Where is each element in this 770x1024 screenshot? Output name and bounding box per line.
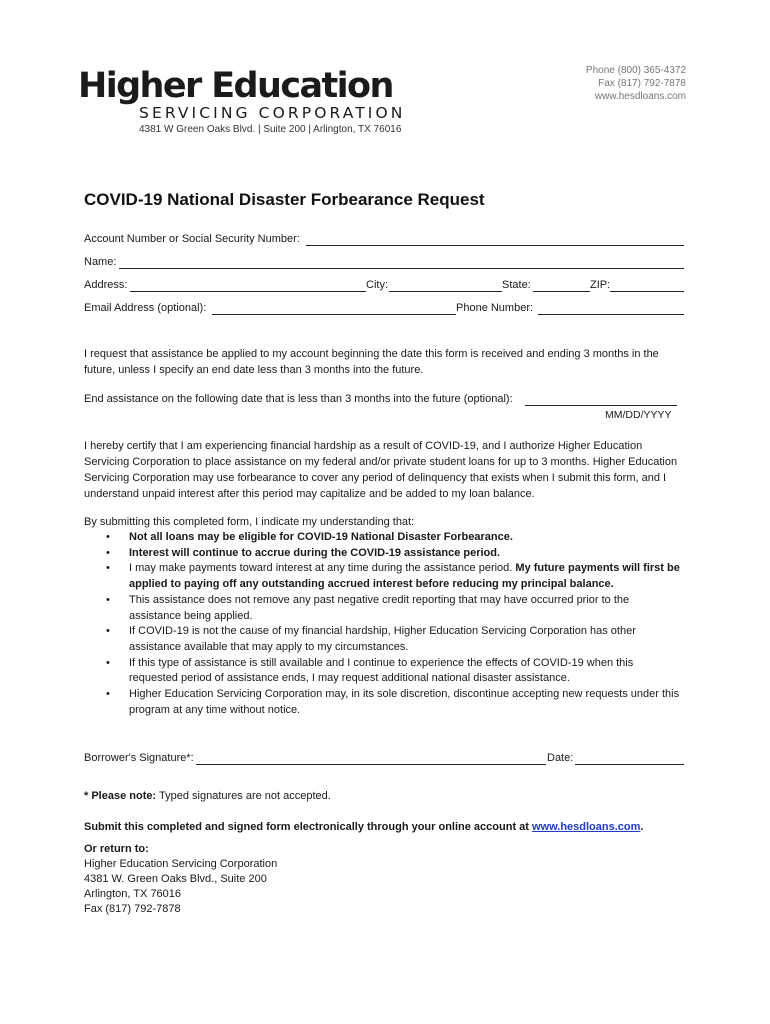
- understanding-list: [84, 530, 684, 718]
- zip-label: ZIP:: [590, 279, 611, 291]
- bullet-icon: •: [106, 546, 110, 559]
- list-item: [84, 530, 684, 546]
- email-label: Email Address (optional):: [84, 302, 207, 314]
- list-item: [84, 561, 684, 592]
- sign-date-label: Date:: [547, 752, 574, 764]
- contact-fax: Fax (817) 792-7878: [598, 78, 686, 89]
- signature-label: Borrower's Signature*:: [84, 752, 194, 764]
- bullet-icon: •: [106, 625, 110, 638]
- list-item: [84, 546, 684, 562]
- account-label: Account Number or Social Security Number:: [84, 233, 300, 245]
- return-line: Arlington, TX 76016: [84, 888, 182, 900]
- return-heading: Or return to:: [84, 843, 149, 855]
- return-line: Fax (817) 792-7878: [84, 903, 181, 915]
- signature-note: [84, 790, 331, 802]
- bullet-icon: •: [106, 531, 110, 543]
- city-field[interactable]: [389, 291, 502, 292]
- zip-field[interactable]: [610, 291, 684, 292]
- phone-field[interactable]: [538, 314, 684, 315]
- contact-website: www.hesdloans.com: [594, 91, 686, 102]
- city-label: City:: [366, 279, 388, 291]
- list-item: [84, 593, 684, 624]
- bullet-icon: •: [106, 656, 110, 669]
- bullet-text: Higher Education Servicing Corporation may, in its sole discretion, discontinue accepting new requests under this program at any time without notice.: [129, 688, 680, 716]
- bullet-bold-text: My future payments will first be applied to paying off any outstanding accrued interest before reducing my principal balance.: [129, 562, 680, 591]
- bullet-bold-text: Interest will continue to accrue during the COVID-19 assistance period.: [129, 546, 501, 559]
- state-field[interactable]: [533, 291, 590, 292]
- submit-text: Submit this completed and signed form electronically through your online account at: [84, 821, 532, 833]
- contact-phone: Phone (800) 365-4372: [585, 65, 686, 76]
- address-label: Address:: [84, 279, 128, 291]
- return-address: [84, 842, 277, 917]
- request-paragraph: I request that assistance be applied to my account beginning the date this form is received and ending 3 months in the future, unless I specify an end date less than 3 months into the future.: [84, 348, 659, 376]
- contact-block: [586, 64, 686, 103]
- account-field[interactable]: [306, 245, 684, 246]
- list-item: [84, 687, 684, 718]
- submit-instructions: [84, 821, 643, 833]
- note-prefix: * Please note:: [84, 790, 157, 802]
- bullet-text: If this type of assistance is still available and I continue to experience the effects of COVID-19 when this requested period of assistance ends, I may request additional national disaster assistance.: [129, 656, 634, 685]
- address-field[interactable]: [130, 291, 366, 292]
- understanding-intro: By submitting this completed form, I indicate my understanding that:: [84, 516, 415, 528]
- logo-subtitle: SERVICING CORPORATION: [139, 104, 406, 122]
- email-field[interactable]: [212, 314, 456, 315]
- return-line: Higher Education Servicing Corporation: [84, 858, 278, 870]
- phone-label: Phone Number:: [456, 302, 534, 314]
- bullet-icon: •: [106, 688, 110, 701]
- logo-title: Higher Education: [78, 66, 393, 106]
- bullet-text: If COVID-19 is not the cause of my financial hardship, Higher Education Servicing Corporation has other assistance available that may apply to my circumstances.: [129, 625, 636, 653]
- bullet-icon: •: [106, 562, 110, 575]
- date-format-hint: MM/DD/YYYY: [605, 409, 672, 421]
- submit-end: .: [640, 821, 644, 833]
- note-text: Typed signatures are not accepted.: [156, 790, 331, 802]
- bullet-bold-text: Not all loans may be eligible for COVID-19 National Disaster Forbearance.: [129, 531, 513, 543]
- certify-paragraph: I hereby certify that I am experiencing financial hardship as a result of COVID-19, and I authorize Higher Education Servicing Corporation to place assistance on my federal and/or private student loans for up to 3 months. Higher Education Servicing Corporation may use forbearance to cover any period of delinquency that exists when I submit this form, and I understand unpaid interest after this period may capitalize and be added to my loan balance.: [84, 440, 678, 500]
- name-field[interactable]: [119, 268, 684, 269]
- end-date-field[interactable]: [525, 405, 677, 406]
- sign-date-field[interactable]: [575, 764, 684, 765]
- end-date-label: End assistance on the following date that is less than 3 months into the future (optional):: [84, 393, 513, 405]
- name-label: Name:: [84, 256, 117, 268]
- page-title: COVID-19 National Disaster Forbearance Request: [84, 190, 485, 209]
- return-line: 4381 W. Green Oaks Blvd., Suite 200: [84, 873, 267, 885]
- state-label: State:: [502, 279, 531, 291]
- bullet-text: I may make payments toward interest at any time during the assistance period.: [129, 562, 516, 575]
- website-link[interactable]: www.hesdloans.com: [532, 821, 641, 833]
- signature-field[interactable]: [196, 764, 546, 765]
- list-item: [84, 656, 684, 687]
- logo-address: 4381 W Green Oaks Blvd. | Suite 200 | Arlington, TX 76016: [139, 124, 402, 135]
- bullet-text: This assistance does not remove any past negative credit reporting that may have occurred prior to the assistance being applied.: [129, 593, 630, 622]
- bullet-icon: •: [106, 593, 110, 606]
- list-item: [84, 624, 684, 655]
